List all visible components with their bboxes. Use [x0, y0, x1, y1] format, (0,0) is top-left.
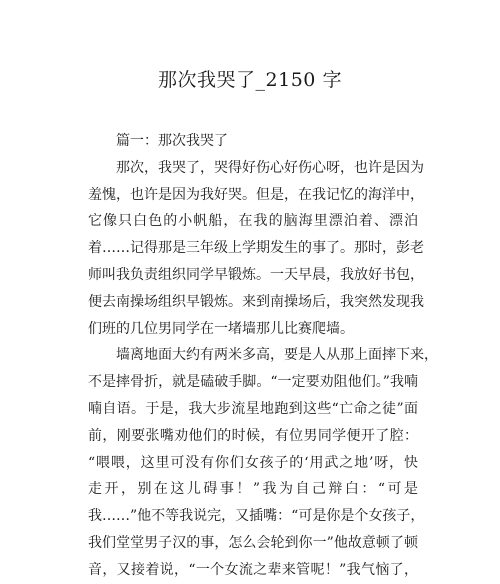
text-line: 那次，我哭了，哭得好伤心好伤心呀，也许是因为 — [116, 159, 424, 176]
text-line: 前，刚要张嘴劝他们的时候，有位男同学便开了腔： — [88, 427, 418, 444]
text-line: 喃自语。于是，我大步流星地跑到这些“亡命之徒”面 — [88, 400, 418, 417]
text-line: 墙离地面大约有两米多高，要是人从那上面摔下来， — [116, 347, 438, 364]
document-title: 那次我哭了_2150 字 — [158, 69, 342, 91]
text-line: 羞愧，也许是因为我好哭。但是，在我记忆的海洋中， — [88, 186, 424, 203]
text-line: 便去南操场组织早锻炼。来到南操场后，我突然发现我 — [88, 293, 424, 310]
text-line: 我们堂堂男子汉的事，怎么会轮到你一”他故意顿了顿 — [88, 534, 418, 551]
text-line: 篇一：那次我哭了 — [116, 133, 228, 149]
text-line: 着……记得那是三年级上学期发生的事了。那时，彭老 — [88, 240, 424, 257]
text-line: “喂喂，这里可没有你们女孩子的‘用武之地’呀，快 — [88, 454, 418, 471]
document-body — [88, 128, 438, 584]
text-line: 我……”他不等我说完，又插嘴：“可是你是个女孩子， — [88, 508, 425, 525]
text-line: 走开，别在这儿碍事！”我为自己辩白：“可是 — [88, 481, 418, 498]
text-line: 音，又接着说，“一个女流之辈来管呢！”我气恼了， — [88, 561, 418, 578]
text-line: 们班的几位男同学在一堵墙那儿比赛爬墙。 — [88, 320, 354, 337]
text-line: 师叫我负责组织同学早锻炼。一天早晨，我放好书包， — [88, 266, 424, 283]
text-line: 不是摔骨折，就是磕破手脚。“一定要劝阻他们。”我喃 — [88, 374, 418, 391]
text-line: 它像只白色的小帆船，在我的脑海里漂泊着、漂泊 — [88, 213, 418, 230]
